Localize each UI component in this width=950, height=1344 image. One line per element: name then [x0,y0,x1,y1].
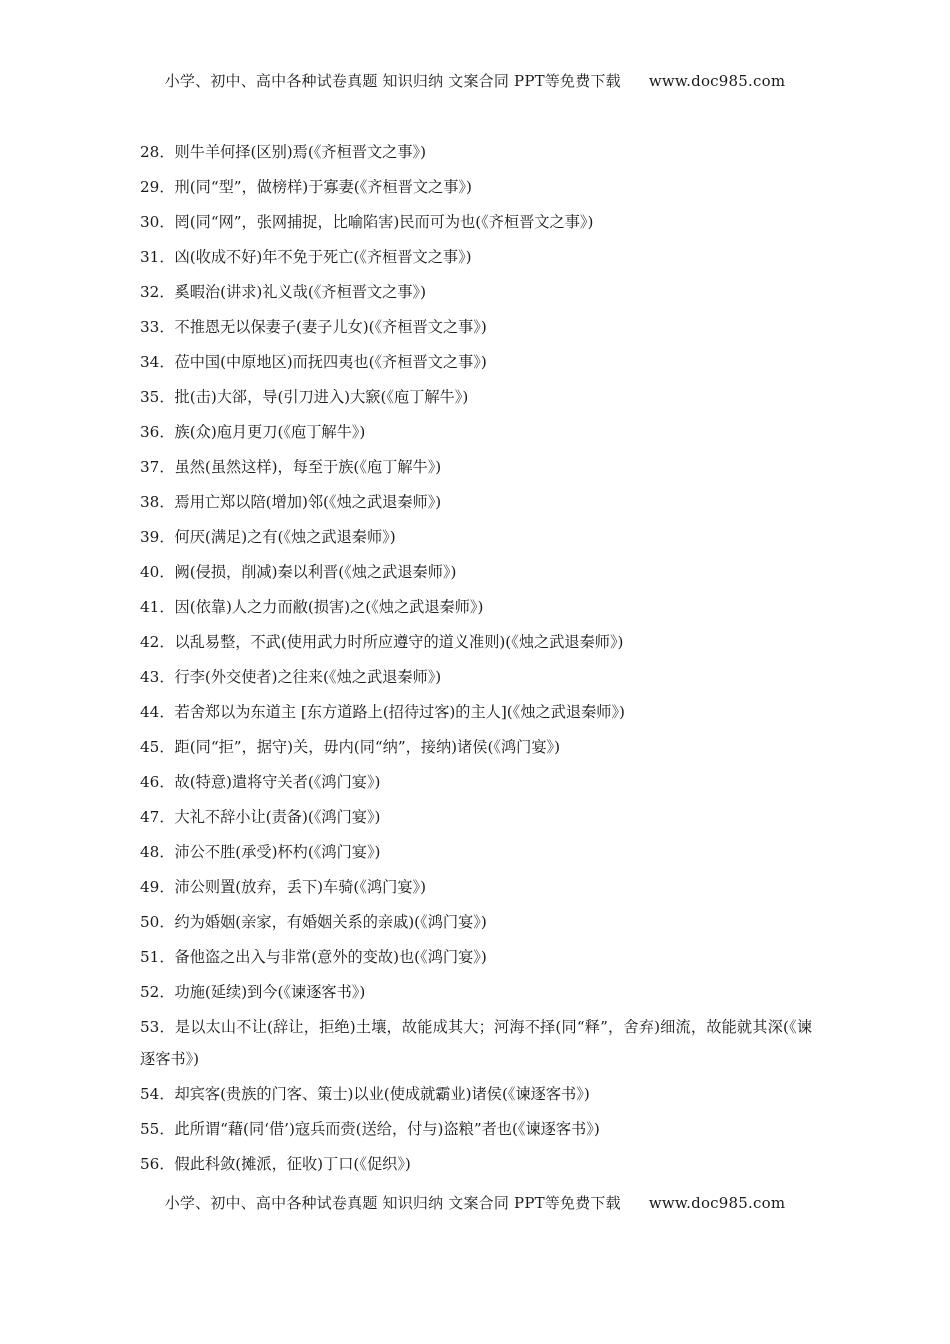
list-item: 54．却宾客(贵族的门客、策士)以业(使成就霸业)诸侯(《谏逐客书》) [140,1085,590,1103]
list-item: 35．批(击)大郤，导(引刀进入)大窾(《庖丁解牛》) [140,388,469,406]
page-header [0,70,950,91]
list-item: 55．此所谓“藉(同‘借’)寇兵而赍(送给，付与)盗粮”者也(《谏逐客书》) [140,1120,600,1138]
list-item: 51．备他盗之出入与非常(意外的变故)也(《鸿门宴》) [140,948,487,966]
list-item: 44．若舍郑以为东道主 [东方道路上(招待过客)的主人](《烛之武退秦师》) [140,703,625,721]
list-item: 48．沛公不胜(承受)杯杓(《鸿门宴》) [140,843,381,861]
list-item: 30．罔(同“网”，张网捕捉，比喻陷害)民而可为也(《齐桓晋文之事》) [140,213,594,231]
list-item: 29．刑(同“型”，做榜样)于寡妻(《齐桓晋文之事》) [140,178,472,196]
list-item: 46．故(特意)遣将守关者(《鸿门宴》) [140,773,381,791]
list-item: 45．距(同“拒”，据守)关，毋内(同“纳”，接纳)诸侯(《鸿门宴》) [140,738,561,756]
list-item: 37．虽然(虽然这样)，每至于族(《庖丁解牛》) [140,458,442,476]
footer-url: www.doc985.com [648,1194,786,1212]
list-item: 49．沛公则置(放弃，丢下)车骑(《鸿门宴》) [140,878,427,896]
list-item: 36．族(众)庖月更刀(《庖丁解牛》) [140,423,366,441]
list-item: 28．则牛羊何择(区别)焉(《齐桓晋文之事》) [140,143,427,161]
list-item: 47．大礼不辞小让(责备)(《鸿门宴》) [140,808,381,826]
list-item: 31．凶(收成不好)年不免于死亡(《齐桓晋文之事》) [140,248,472,266]
page-footer [0,1192,950,1213]
list-item: 42．以乱易整，不武(使用武力时所应遵守的道义准则)(《烛之武退秦师》) [140,633,624,651]
list-item: 52．功施(延续)到今(《谏逐客书》) [140,983,366,1001]
header-url: www.doc985.com [648,72,786,90]
list-item: 50．约为婚姻(亲家，有婚姻关系的亲戚)(《鸿门宴》) [140,913,487,931]
list-item: 32．奚暇治(讲求)礼义哉(《齐桓晋文之事》) [140,283,427,301]
list-item: 40．阙(侵损，削减)秦以利晋(《烛之武退秦师》) [140,563,457,581]
list-item: 56．假此科敛(摊派，征收)丁口(《促织》) [140,1155,411,1173]
list-item: 33．不推恩无以保妻子(妻子儿女)(《齐桓晋文之事》) [140,318,487,336]
entry-list [140,142,812,1189]
list-item: 39．何厌(满足)之有(《烛之武退秦师》) [140,528,396,546]
list-item: 34．莅中国(中原地区)而抚四夷也(《齐桓晋文之事》) [140,353,487,371]
list-item: 53．是以太山不让(辞让，拒绝)土壤，故能成其大；河海不择(同“释”，舍弃)细流，故能就其深(《谏逐客书》) [140,1018,813,1068]
header-text: 小学、初中、高中各种试卷真题 知识归纳 文案合同 PPT等免费下载 [164,72,621,90]
list-item: 38．焉用亡郑以陪(增加)邻(《烛之武退秦师》) [140,493,442,511]
footer-text: 小学、初中、高中各种试卷真题 知识归纳 文案合同 PPT等免费下载 [164,1194,621,1212]
list-item: 41．因(依靠)人之力而敝(损害)之(《烛之武退秦师》) [140,598,484,616]
list-item: 43．行李(外交使者)之往来(《烛之武退秦师》) [140,668,442,686]
